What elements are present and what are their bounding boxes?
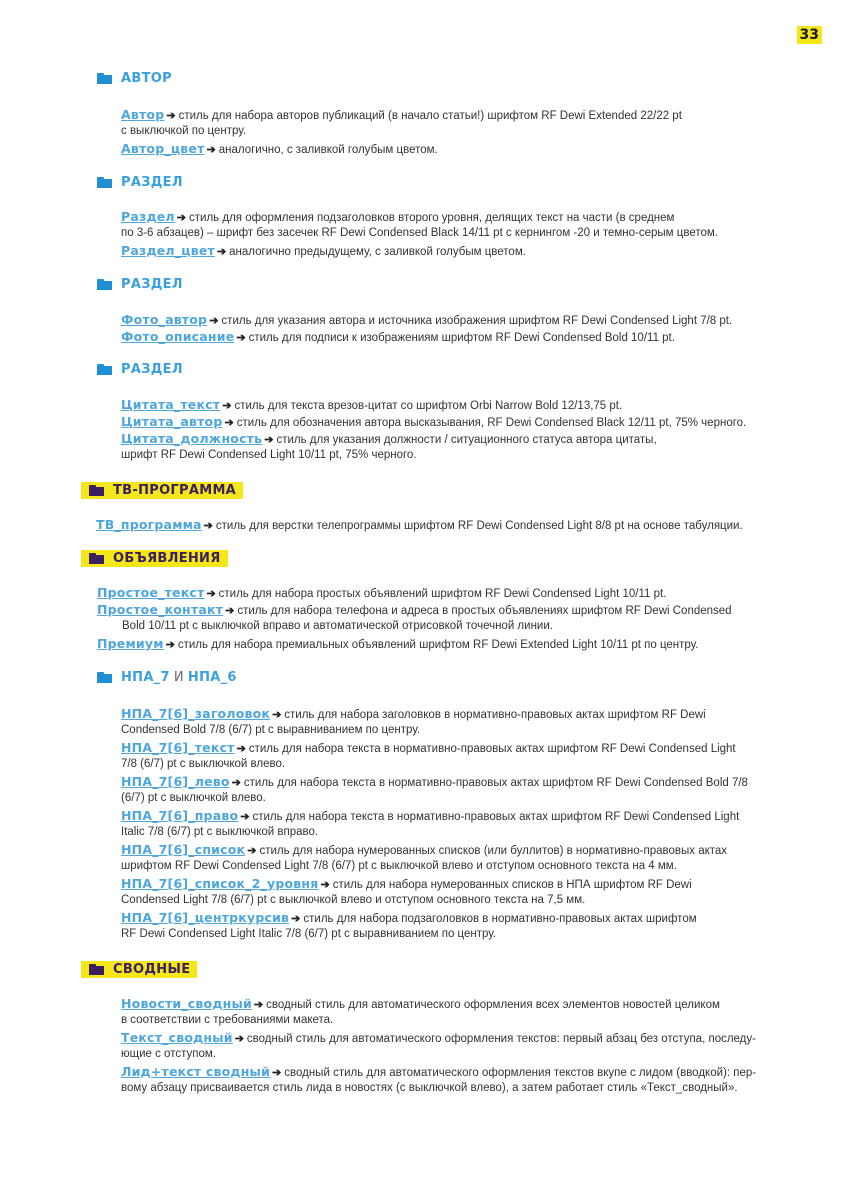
- style-entry: [96, 516, 743, 535]
- style-link[interactable]: Простое_контакт: [97, 602, 224, 617]
- style-description: стиль для набора текста в нормативно-правовых актах шрифтом RF Dewi Condensed Light: [252, 811, 740, 823]
- style-description-cont: в соответствии с требованиями макета.: [121, 1014, 334, 1026]
- section-title: ОБЪЯВЛЕНИЯ: [113, 551, 221, 566]
- folder-icon: [97, 279, 112, 290]
- page-number: 33: [797, 26, 822, 44]
- section-heading-tv: [81, 482, 243, 499]
- arrow-right-icon: ➔: [231, 777, 241, 789]
- style-description: стиль для набора авторов публикаций (в начало статьи!) шрифтом RF Dewi Extended 22/22 pt: [178, 110, 682, 122]
- folder-icon: [97, 177, 112, 188]
- arrow-right-icon: ➔: [206, 588, 216, 600]
- style-description-cont: Condensed Light 7/8 (6/7) pt с выключкой влево и отступом основного текста на 7,5 мм.: [121, 894, 586, 906]
- style-link[interactable]: Простое_текст: [97, 585, 205, 600]
- section-heading-razdel: [97, 277, 183, 292]
- style-description: стиль для оформления подзаголовков второго уровня, делящих текст на части (в среднем: [189, 212, 675, 224]
- arrow-right-icon: ➔: [203, 520, 213, 532]
- arrow-right-icon: ➔: [320, 879, 330, 891]
- style-entry: [121, 140, 438, 159]
- style-description: аналогично, с заливкой голубым цветом.: [218, 144, 438, 156]
- style-link[interactable]: Раздел_цвет: [121, 243, 215, 258]
- arrow-right-icon: ➔: [247, 845, 257, 857]
- style-link[interactable]: Цитата_должность: [121, 431, 263, 446]
- style-description-cont: (6/7) pt с выключкой влево.: [121, 792, 266, 804]
- arrow-right-icon: ➔: [216, 246, 227, 258]
- arrow-right-icon: ➔: [240, 811, 250, 823]
- style-description: стиль для набора текста в нормативно-правовых актах шрифтом RF Dewi Condensed Bold 7/8: [243, 777, 748, 789]
- style-link[interactable]: Фото_описание: [121, 329, 235, 344]
- style-description-cont: Bold 10/11 pt с выключкой вправо и автоматической отрисовкой точечной линии.: [122, 620, 553, 632]
- style-description: стиль для набора нумерованных списков в НПА шрифтом RF Dewi: [332, 879, 692, 891]
- arrow-right-icon: ➔: [291, 913, 301, 925]
- style-description: сводный стиль для автоматического оформления текстов: первый абзац без отступа, последу-: [246, 1033, 756, 1045]
- style-link[interactable]: Премиум: [97, 636, 164, 651]
- section-heading-razdel: [97, 362, 183, 377]
- arrow-right-icon: ➔: [224, 417, 234, 429]
- style-link[interactable]: НПА_7[6]_текст: [121, 740, 235, 755]
- style-link[interactable]: НПА_7[6]_список: [121, 842, 246, 857]
- arrow-right-icon: ➔: [209, 315, 219, 327]
- arrow-right-icon: ➔: [264, 434, 274, 446]
- style-link[interactable]: Цитата_текст: [121, 397, 221, 412]
- style-link[interactable]: Текст_сводный: [121, 1030, 233, 1045]
- section-heading-razdel: [97, 175, 183, 190]
- arrow-right-icon: ➔: [206, 144, 216, 156]
- style-link[interactable]: Автор: [121, 107, 165, 122]
- arrow-right-icon: ➔: [236, 332, 246, 344]
- section-title: АВТОР: [121, 71, 172, 86]
- style-description: стиль для указания должности / ситуационного статуса автора цитаты,: [276, 434, 657, 446]
- style-description-cont: Condensed Bold 7/8 (6/7) pt с выравниванием по центру.: [121, 724, 421, 736]
- folder-icon: [97, 364, 112, 375]
- section-heading-ads: [81, 550, 228, 567]
- folder-icon: [89, 964, 104, 975]
- arrow-right-icon: ➔: [272, 1067, 282, 1079]
- style-description: стиль для верстки телепрограммы шрифтом RF Dewi Condensed Light 8/8 pt на основе табуляции.: [215, 520, 743, 532]
- section-title: РАЗДЕЛ: [121, 277, 183, 292]
- style-description-cont: по 3-6 абзацев) – шрифт без засечек RF Dewi Condensed Black 14/11 pt с кернингом -20 и темно-серым цветом.: [121, 227, 719, 239]
- style-link[interactable]: Новости_сводный: [121, 996, 252, 1011]
- style-link[interactable]: Автор_цвет: [121, 141, 205, 156]
- arrow-right-icon: ➔: [234, 1033, 244, 1045]
- style-entry: [97, 635, 698, 654]
- style-description-cont: с выключкой по центру.: [121, 125, 247, 137]
- folder-icon: [97, 73, 112, 84]
- arrow-right-icon: ➔: [272, 709, 282, 721]
- arrow-right-icon: ➔: [236, 743, 246, 755]
- style-description: стиль для набора текста в нормативно-правовых актах шрифтом RF Dewi Condensed Light: [248, 743, 736, 755]
- style-description: стиль для набора простых объявлений шрифтом RF Dewi Condensed Light 10/11 pt.: [218, 588, 667, 600]
- style-link[interactable]: Раздел: [121, 209, 175, 224]
- folder-icon: [89, 485, 104, 496]
- section-title: РАЗДЕЛ: [121, 362, 183, 377]
- style-link[interactable]: НПА_7[6]_право: [121, 808, 239, 823]
- style-link[interactable]: Цитата_автор: [121, 414, 223, 429]
- section-heading-npa: [97, 670, 237, 685]
- style-description: стиль для набора премиальных объявлений шрифтом RF Dewi Extended Light 10/11 pt по центру.: [177, 639, 699, 651]
- style-link[interactable]: НПА_7[6]_заголовок: [121, 706, 271, 721]
- style-description-cont: 7/8 (6/7) pt с выключкой влево.: [121, 758, 286, 770]
- section-title: РАЗДЕЛ: [121, 175, 183, 190]
- style-link[interactable]: Фото_автор: [121, 312, 208, 327]
- style-description: стиль для набора подзаголовков в нормативно-правовых актах шрифтом: [303, 913, 697, 925]
- arrow-right-icon: ➔: [222, 400, 232, 412]
- style-link[interactable]: ТВ_программа: [96, 517, 202, 532]
- style-description: аналогично предыдущему, с заливкой голубым цветом.: [229, 246, 526, 258]
- style-description: стиль для обозначения автора высказывания, RF Dewi Condensed Black 12/11 pt, 75% черного.: [236, 417, 747, 429]
- style-description-cont: шрифтом RF Dewi Condensed Light 7/8 (6/7) pt с выключкой влево и отступом основного текста на 4 мм.: [121, 860, 677, 872]
- style-link[interactable]: НПА_7[6]_центркурсив: [121, 910, 290, 925]
- style-description: стиль для набора нумерованных списков (или буллитов) в нормативно-правовых актах: [259, 845, 728, 857]
- style-entry: [121, 1029, 756, 1048]
- folder-icon: [97, 672, 112, 683]
- section-title: ТВ-ПРОГРАММА: [113, 483, 237, 498]
- style-entry: [121, 242, 526, 261]
- folder-icon: [89, 553, 104, 564]
- section-title-conj: И: [173, 670, 184, 685]
- style-description-cont: ющие с отступом.: [121, 1048, 216, 1060]
- style-entry: [121, 328, 675, 347]
- style-description-cont: Italic 7/8 (6/7) pt с выключкой вправо.: [121, 826, 319, 838]
- style-description-cont: вому абзацу присваивается стиль лида в новостях (с выключкой влево), а затем работает стиль «Текст_сводный».: [121, 1082, 738, 1094]
- style-description: стиль для набора заголовков в нормативно-правовых актах шрифтом RF Dewi: [284, 709, 706, 721]
- section-heading-svod: [81, 961, 197, 978]
- section-title-b: НПА_6: [187, 670, 237, 685]
- arrow-right-icon: ➔: [165, 639, 175, 651]
- style-description: стиль для набора телефона и адреса в простых объявлениях шрифтом RF Dewi Condensed: [237, 605, 732, 617]
- section-title-a: НПА_7: [121, 670, 170, 685]
- style-link[interactable]: Лид+текст сводный: [121, 1064, 271, 1079]
- section-title: СВОДНЫЕ: [113, 962, 191, 977]
- style-description: стиль для указания автора и источника изображения шрифтом RF Dewi Condensed Light 7/8 pt.: [221, 315, 733, 327]
- arrow-right-icon: ➔: [176, 212, 187, 224]
- arrow-right-icon: ➔: [225, 605, 235, 617]
- style-description: сводный стиль для автоматического оформления текстов вкупе с лидом (вводкой): пер-: [284, 1067, 757, 1079]
- style-description: стиль для текста врезов-цитат со шрифтом Orbi Narrow Bold 12/13,75 pt.: [234, 400, 623, 412]
- arrow-right-icon: ➔: [166, 110, 176, 122]
- arrow-right-icon: ➔: [253, 999, 264, 1011]
- style-description-cont: RF Dewi Condensed Light Italic 7/8 (6/7) pt с выравниванием по центру.: [121, 928, 497, 940]
- style-description-cont: шрифт RF Dewi Condensed Light 10/11 pt, 75% черного.: [121, 449, 417, 461]
- style-description: стиль для подписи к изображениям шрифтом RF Dewi Condensed Bold 10/11 pt.: [248, 332, 675, 344]
- style-link[interactable]: НПА_7[6]_лево: [121, 774, 230, 789]
- section-heading-avtor: [97, 71, 172, 86]
- style-description: сводный стиль для автоматического оформления всех элементов новостей целиком: [266, 999, 720, 1011]
- style-link[interactable]: НПА_7[6]_список_2_уровня: [121, 876, 319, 891]
